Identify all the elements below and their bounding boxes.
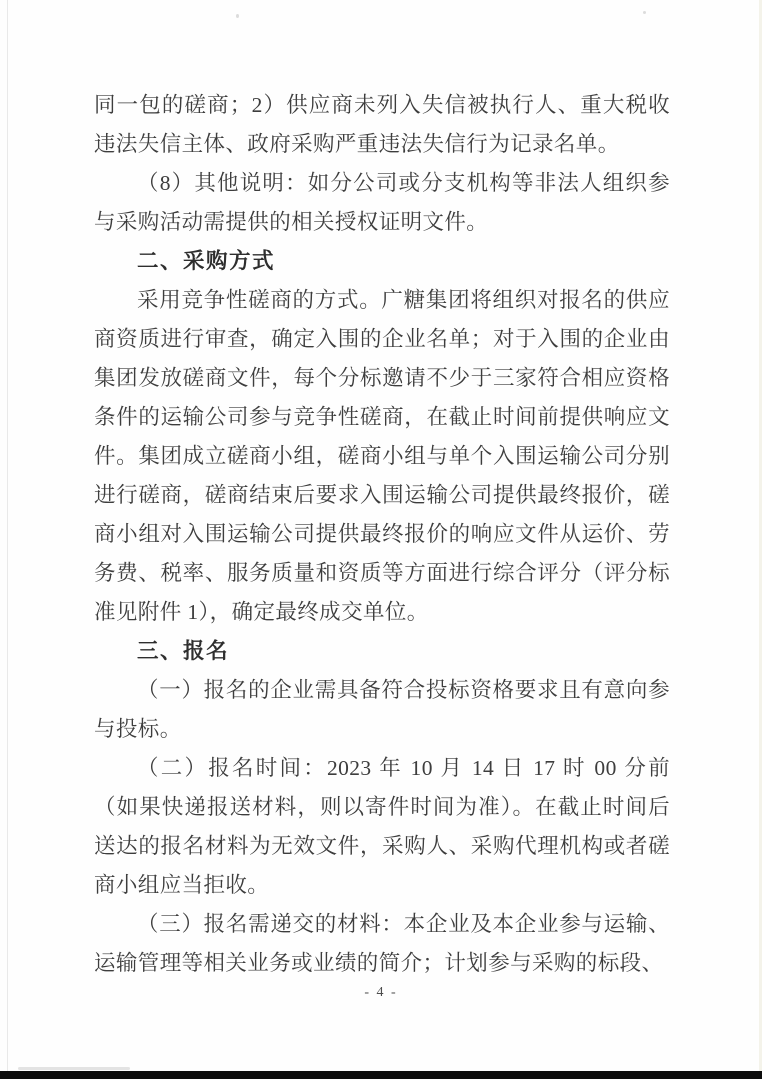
- paragraph-other-notes: （8）其他说明：如分公司或分支机构等非法人组织参与采购活动需提供的相关授权证明文件。: [94, 171, 670, 234]
- paragraph-procurement-method: 采用竞争性磋商的方式。广糖集团将组织对报名的供应商资质进行审查，确定入围的企业名单；对于入围的企业由集团发放磋商文件，每个分标邀请不少于三家符合相应资格条件的运输公司参与竞争性磋商，在截止时间前提供响应文件。集团成立磋商小组，磋商小组与单个入围运输公司分别进行磋商，磋商结束后要求入围运输公司提供最终报价，磋商小组对入围运输公司提供最终报价的响应文件从运价、劳务费、税率、服务质量和资质等方面进行综合评分（评分标准见附件 1），确定最终成交单位。: [94, 288, 670, 624]
- scan-speck: [643, 11, 646, 14]
- section-heading-procurement-method: 二、采购方式: [137, 249, 276, 273]
- scan-edge-bottom-bar: [0, 1071, 762, 1079]
- scan-smudge: [18, 1067, 130, 1070]
- section-heading-registration: 三、报名: [137, 639, 230, 663]
- paragraph-continuation: 同一包的磋商；2）供应商未列入失信被执行人、重大税收违法失信主体、政府采购严重违法失信行为记录名单。: [94, 93, 670, 156]
- scan-speck: [236, 14, 239, 18]
- paragraph-registration-deadline: （二）报名时间：2023 年 10 月 14 日 17 时 00 分前（如果快递报送材料，则以寄件时间为准）。在截止时间后送达的报名材料为无效文件，采购人、采购代理机构或者磋商小组应当拒收。: [94, 756, 670, 897]
- paragraph-registration-materials: （三）报名需递交的材料：本企业及本企业参与运输、运输管理等相关业务或业绩的简介；计划参与采购的标段、: [94, 912, 670, 975]
- document-body: [94, 86, 670, 983]
- page-left-edge-line: [7, 0, 8, 1079]
- paragraph-registration-eligibility: （一）报名的企业需具备符合投标资格要求且有意向参与投标。: [94, 678, 670, 741]
- page-number: - 4 -: [364, 985, 398, 1000]
